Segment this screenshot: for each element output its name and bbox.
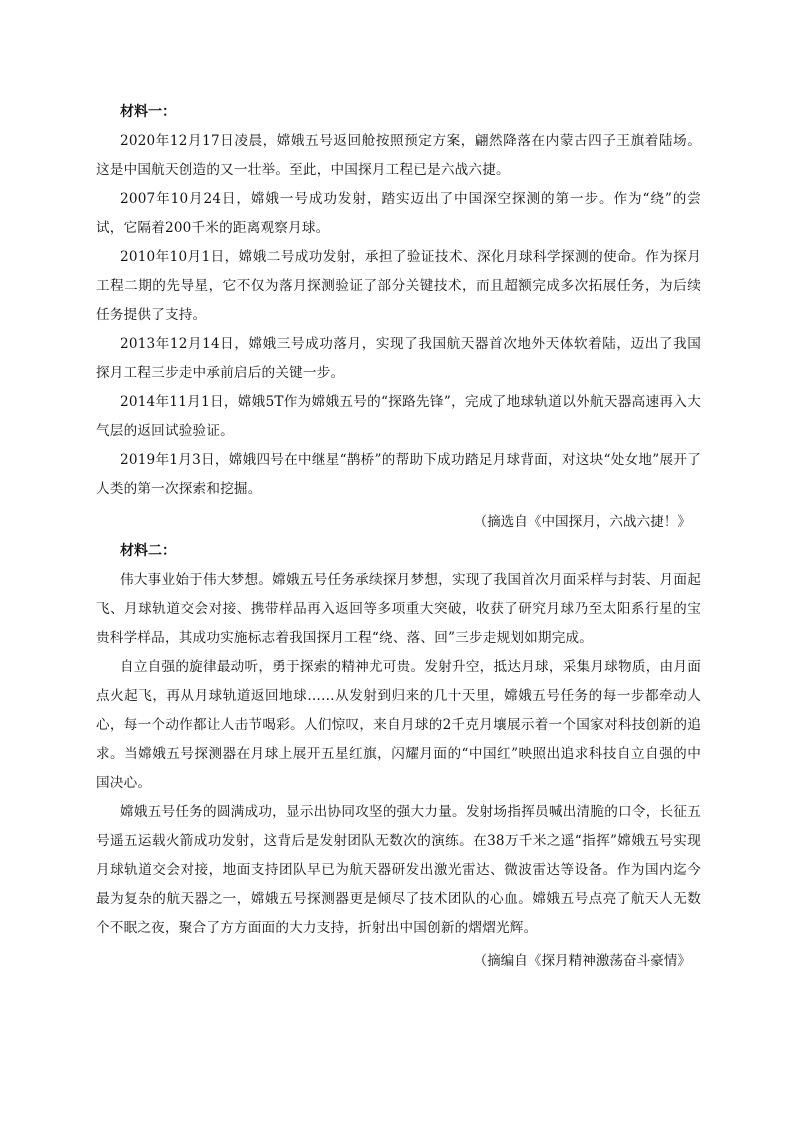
material-2-source: （摘编自《探月精神激荡奋斗豪情》 xyxy=(473,953,691,969)
material-2-paragraph: 嫦娥五号任务的圆满成功，显示出协同攻坚的强大力量。发射场指挥员喊出清脆的口令，长征五号遥五运载火箭成功发射，这背后是发射团队无数次的演练。在38万千米之遥“指挥”嫦娥五号实现月球轨道交会对接，地面支持团队早已为航天器研发出激光雷达、微波雷达等设备。作为国内迄今最为复杂的航天器之一，嫦娥五号探测器更是倾尽了技术团队的心血。嫦娥五号点亮了航天人无数个不眠之夜，聚合了方方面面的大力支持，折射出中国创新的熠熠光辉。 xyxy=(96,804,701,936)
material-1-paragraph: 2010年10月1日，嫦娥二号成功发射，承担了验证技术、深化月球科学探测的使命。作为探月工程二期的先导星，它不仅为落月探测验证了部分关键技术，而且超额完成多次拓展任务，为后续任务提供了支持。 xyxy=(96,249,701,323)
material-2-title: 材料二： xyxy=(120,543,176,559)
material-1-paragraph: 2019年1月3日，嫦娥四号在中继星“鹊桥”的帮助下成功踏足月球背面，对这块“处女地”展开了人类的第一次探索和挖掘。 xyxy=(96,452,701,497)
document-body xyxy=(96,98,701,976)
material-1-title: 材料一： xyxy=(120,104,176,120)
material-2-paragraph: 伟大事业始于伟大梦想。嫦娥五号任务承续探月梦想，实现了我国首次月面采样与封装、月面起飞、月球轨道交会对接、携带样品再入返回等多项重大突破，收获了研究月球乃至太阳系行星的宝贵科学样品，其成功实施标志着我国探月工程“绕、落、回”三步走规划如期完成。 xyxy=(96,572,701,646)
material-1-source: （摘选自《中国探月，六战六捷！》 xyxy=(473,514,691,530)
material-1-paragraph: 2020年12月17日凌晨，嫦娥五号返回舱按照预定方案，翩然降落在内蒙古四子王旗着陆场。这是中国航天创造的又一壮举。至此，中国探月工程已是六战六捷。 xyxy=(96,133,701,178)
material-1-paragraph: 2014年11月1日，嫦娥5T作为嫦娥五号的“探路先锋”，完成了地球轨道以外航天器高速再入大气层的返回试验验证。 xyxy=(96,394,701,439)
material-1-paragraph: 2007年10月24日，嫦娥一号成功发射，踏实迈出了中国深空探测的第一步。作为“绕”的尝试，它隔着200千米的距离观察月球。 xyxy=(96,191,701,236)
material-2-paragraph: 自立自强的旋律最动听，勇于探索的精神尤可贵。发射升空，抵达月球，采集月球物质，由月面点火起飞，再从月球轨道返回地球……从发射到归来的几十天里，嫦娥五号任务的每一步都牵动人心，每一个动作都让人击节喝彩。人们惊叹，来自月球的2千克月壤展示着一个国家对科技创新的追求。当嫦娥五号探测器在月球上展开五星红旗，闪耀月面的“中国红”映照出追求科技自立自强的中国决心。 xyxy=(96,659,701,791)
material-1-paragraph: 2013年12月14日，嫦娥三号成功落月，实现了我国航天器首次地外天体软着陆，迈出了我国探月工程三步走中承前启后的关键一步。 xyxy=(96,336,701,381)
